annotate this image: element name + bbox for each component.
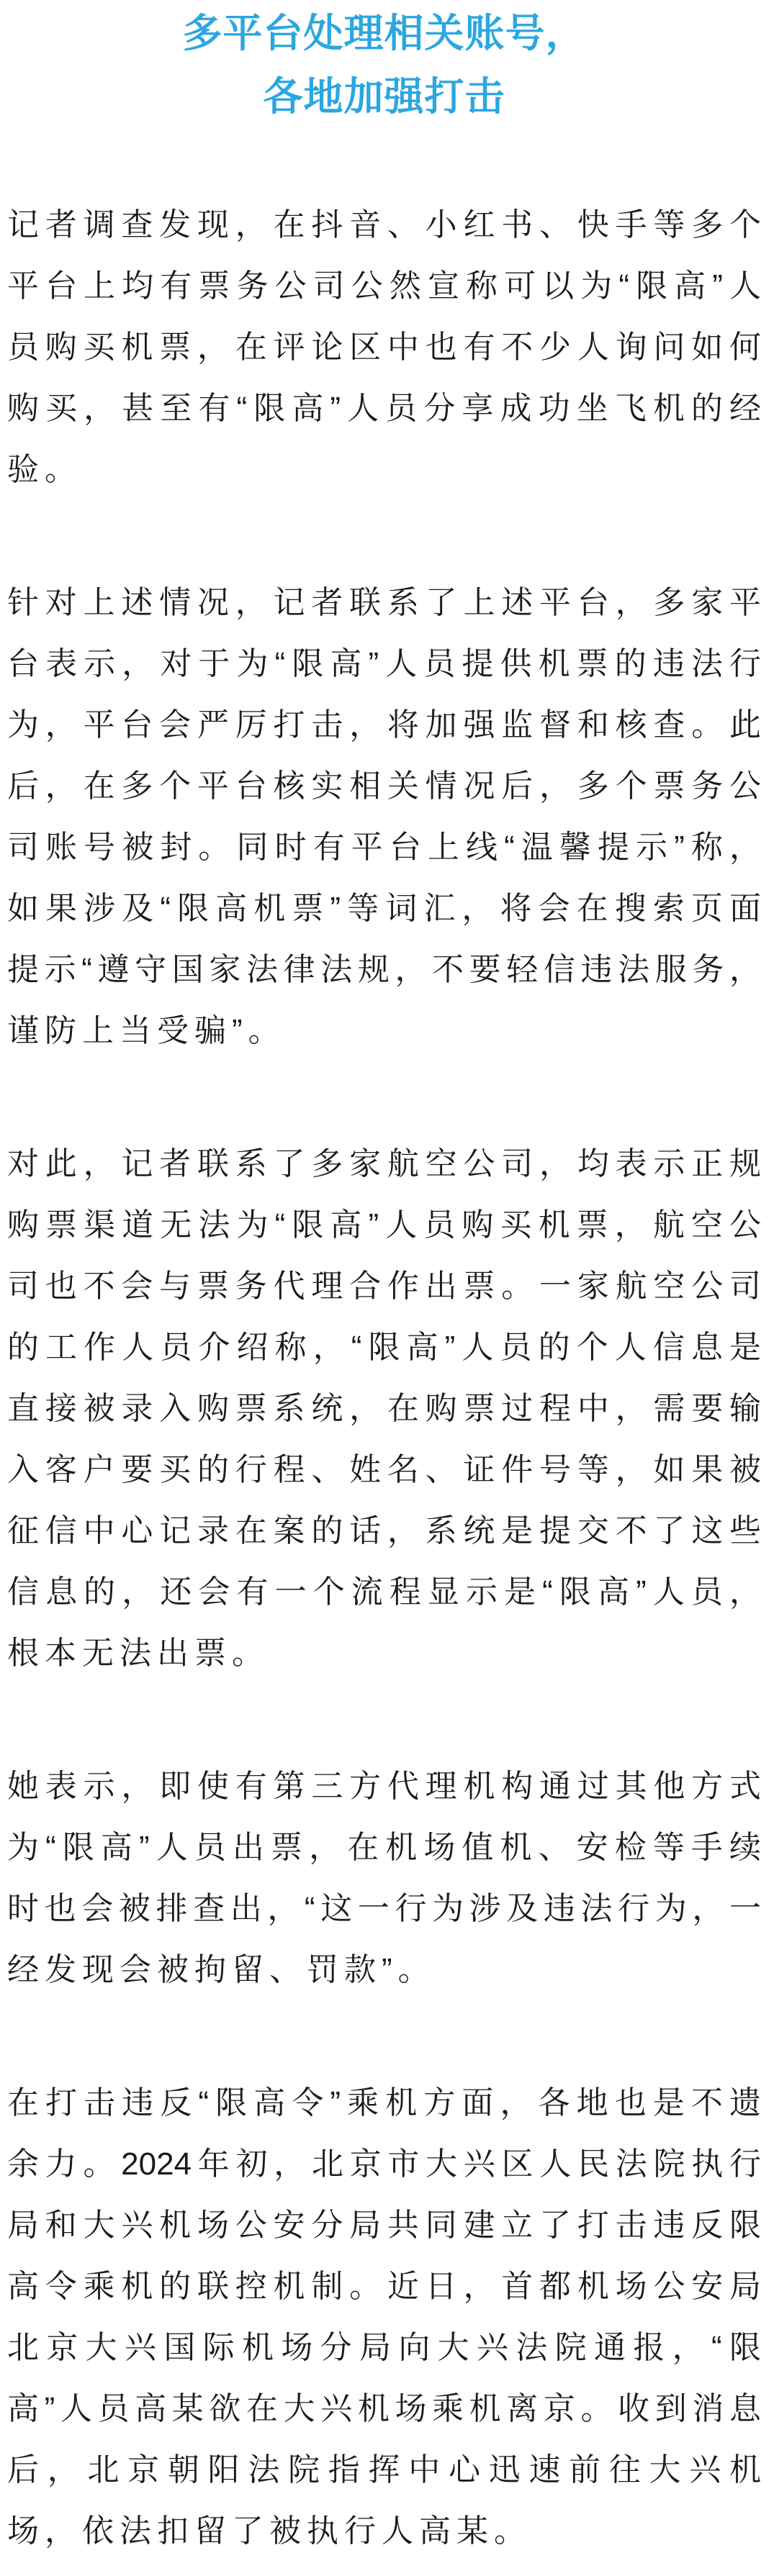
paragraph-line: 针对上述情况，记者联系了上述平台，多家平 xyxy=(7,585,761,620)
paragraph-line: 为，平台会严厉打击，将加强监督和核查。此 xyxy=(7,707,761,743)
paragraph-line: 后，在多个平台核实相关情况后，多个票务公 xyxy=(7,768,761,804)
paragraph-line: 记者调查发现，在抖音、小红书、快手等多个 xyxy=(7,207,761,242)
article-body xyxy=(7,194,761,2562)
paragraph-line: 如果涉及“限高机票”等词汇，将会在搜索页面 xyxy=(7,891,761,926)
paragraph-line: 北京大兴国际机场分局向大兴法院通报，“限 xyxy=(7,2330,761,2365)
paragraph-line: 验。 xyxy=(7,452,82,487)
paragraph-line: 场，依法扣留了被执行人高某。 xyxy=(7,2513,531,2549)
paragraph-line: 在打击违反“限高令”乘机方面，各地也是不遗 xyxy=(7,2085,761,2121)
paragraph-line: 提示“遵守国家法律法规，不要轻信违法服务， xyxy=(7,952,761,987)
paragraph-line: 对此，记者联系了多家航空公司，均表示正规 xyxy=(7,1146,761,1182)
paragraph xyxy=(7,572,761,1061)
article-title-line-2: 各地加强打击 xyxy=(263,74,505,119)
paragraph-line: 征信中心记录在案的话，系统是提交不了这些 xyxy=(7,1513,761,1548)
paragraph-line: 高”人员高某欲在大兴机场乘机离京。收到消息 xyxy=(7,2391,761,2426)
paragraph-line: 后，北京朝阳法院指挥中心迅速前往大兴机 xyxy=(7,2452,761,2487)
paragraph-line: 的工作人员介绍称，“限高”人员的个人信息是 xyxy=(7,1330,761,1365)
paragraph-line: 高令乘机的联控机制。近日，首都机场公安局 xyxy=(7,2269,761,2304)
paragraph-line: 信息的，还会有一个流程显示是“限高”人员， xyxy=(7,1574,761,1610)
paragraph-line: 购票渠道无法为“限高”人员购买机票，航空公 xyxy=(7,1207,761,1243)
paragraph-line: 经发现会被拘留、罚款”。 xyxy=(7,1952,436,1987)
paragraph-line: 时也会被排查出，“这一行为涉及违法行为，一 xyxy=(7,1891,761,1926)
paragraph-line: 直接被录入购票系统，在购票过程中，需要输 xyxy=(7,1391,761,1426)
paragraph xyxy=(7,2072,761,2562)
paragraph-line: 购买，甚至有“限高”人员分享成功坐飞机的经 xyxy=(7,391,761,426)
paragraph-line: 谨防上当受骗”。 xyxy=(7,1013,286,1048)
paragraph-line: 根本无法出票。 xyxy=(7,1636,269,1671)
paragraph-line: 台表示，对于为“限高”人员提供机票的违法行 xyxy=(7,646,761,681)
paragraph-line: 员购买机票，在评论区中也有不少人询问如何 xyxy=(7,330,761,365)
paragraph-line: 司账号被封。同时有平台上线“温馨提示”称， xyxy=(7,830,761,865)
paragraph-line: 平台上均有票务公司公然宣称可以为“限高”人 xyxy=(7,268,761,304)
paragraph-line: 余力。2024年初，北京市大兴区人民法院执行 xyxy=(7,2146,761,2182)
paragraph-line: 为“限高”人员出票，在机场值机、安检等手续 xyxy=(7,1830,761,1865)
paragraph-line: 她表示，即使有第三方代理机构通过其他方式 xyxy=(7,1769,761,1804)
paragraph-line: 司也不会与票务代理合作出票。一家航空公司 xyxy=(7,1269,761,1304)
article-title-line-1: 多平台处理相关账号， xyxy=(182,11,586,55)
paragraph xyxy=(7,1756,761,2000)
paragraph-line: 入客户要买的行程、姓名、证件号等，如果被 xyxy=(7,1452,761,1487)
paragraph xyxy=(7,1133,761,1684)
paragraph-line: 局和大兴机场公安分局共同建立了打击违反限 xyxy=(7,2208,761,2243)
paragraph xyxy=(7,194,761,500)
article-title xyxy=(7,1,761,128)
